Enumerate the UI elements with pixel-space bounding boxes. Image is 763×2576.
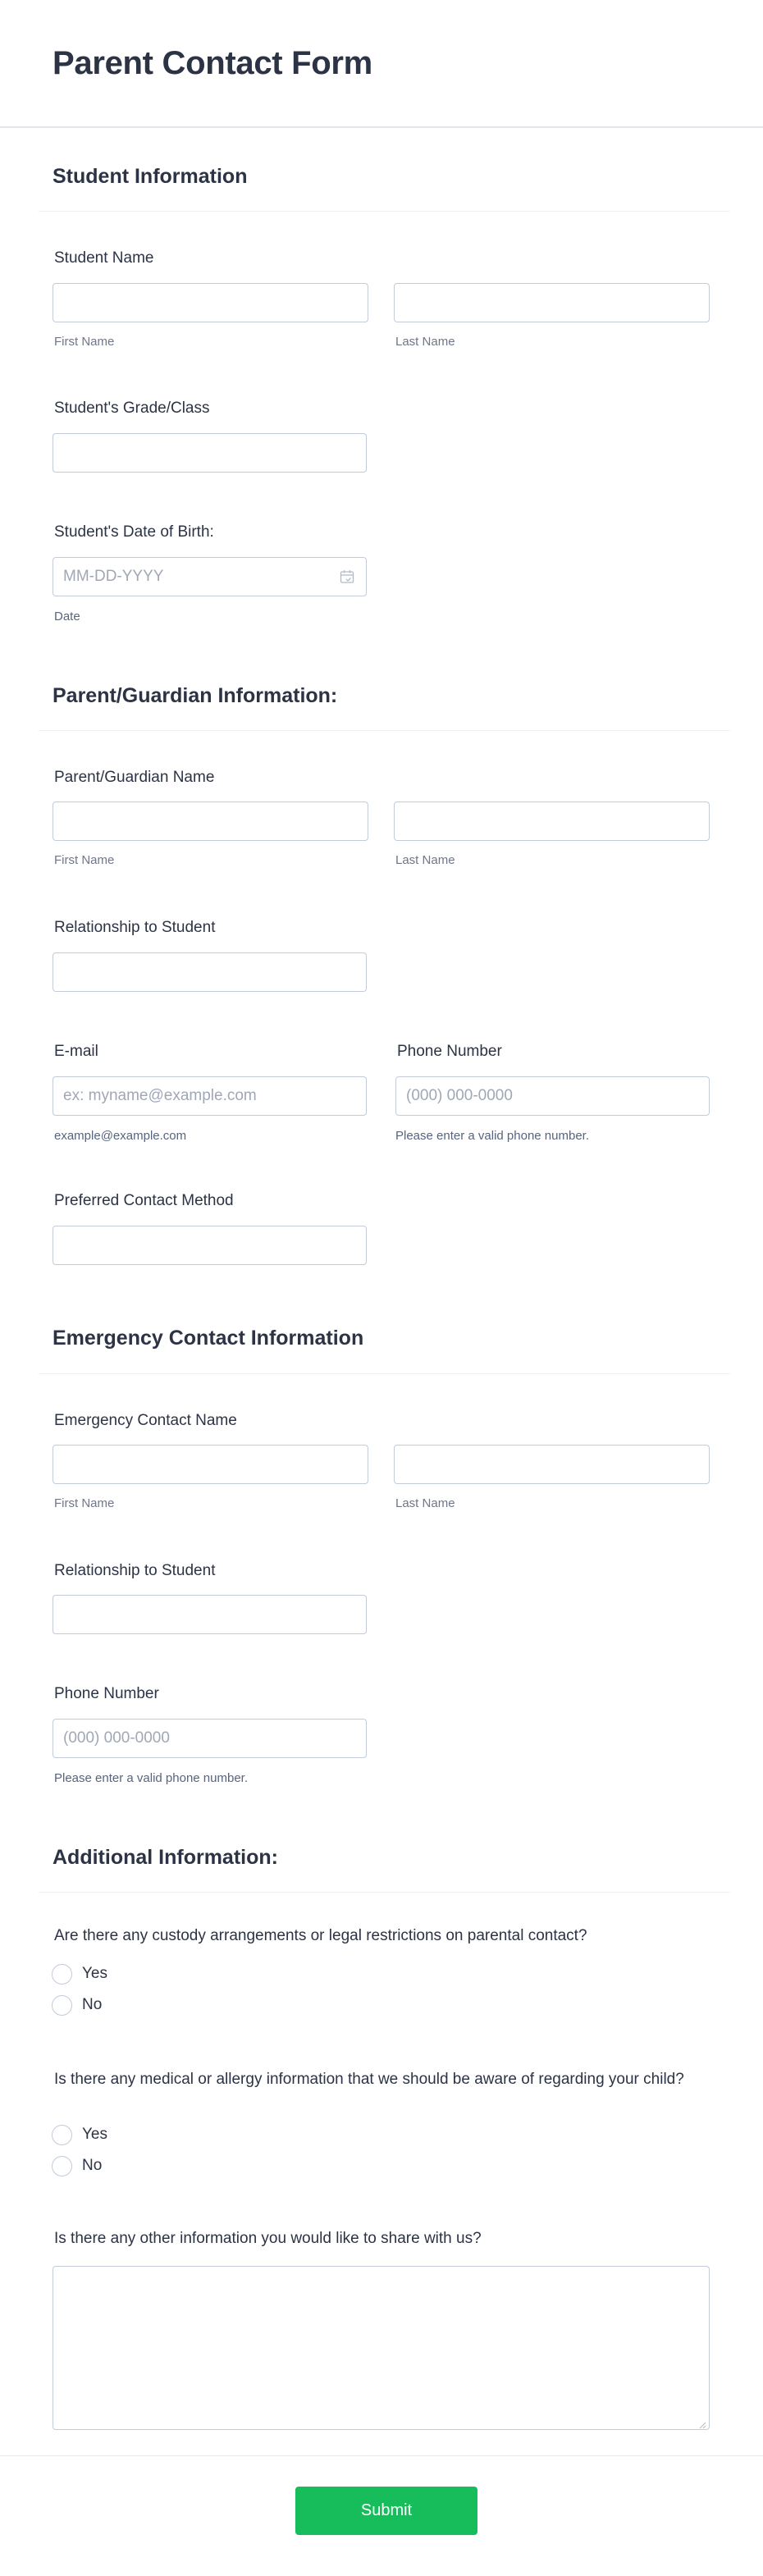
resize-handle-icon[interactable] — [698, 2418, 706, 2427]
section-title-parent: Parent/Guardian Information: — [53, 684, 338, 707]
parent-relationship-input[interactable] — [53, 952, 367, 992]
section-title-additional: Additional Information: — [53, 1846, 278, 1869]
parent-last-name-input[interactable] — [394, 802, 710, 841]
phone-sublabel: Please enter a valid phone number. — [395, 1129, 589, 1143]
radio-button[interactable] — [52, 1995, 72, 2016]
parent-last-name-sublabel: Last Name — [395, 853, 455, 867]
email-sublabel: example@example.com — [54, 1129, 187, 1143]
student-first-name-input[interactable] — [53, 283, 368, 322]
medical-option-yes[interactable] — [52, 2124, 107, 2145]
emergency-last-name-sublabel: Last Name — [395, 1496, 455, 1510]
emergency-phone-label: Phone Number — [54, 1685, 159, 1702]
dob-input[interactable] — [53, 557, 367, 596]
radio-label: No — [82, 2157, 103, 2174]
section-divider — [39, 211, 730, 212]
preferred-contact-input[interactable] — [53, 1226, 367, 1265]
form-title: Parent Contact Form — [53, 45, 372, 81]
footer-divider — [0, 2455, 763, 2456]
submit-button[interactable]: Submit — [295, 2487, 477, 2535]
radio-label: No — [82, 1996, 103, 2013]
parent-relationship-label: Relationship to Student — [54, 919, 216, 936]
preferred-contact-label: Preferred Contact Method — [54, 1192, 234, 1209]
medical-question: Is there any medical or allergy information that we should be aware of regarding your child? — [54, 2071, 684, 2088]
custody-option-no[interactable] — [52, 1994, 102, 2016]
calendar-icon[interactable] — [339, 569, 355, 585]
emergency-last-name-input[interactable] — [394, 1445, 710, 1484]
radio-label: Yes — [82, 2126, 107, 2143]
email-label: E-mail — [54, 1043, 98, 1060]
radio-button[interactable] — [52, 2156, 72, 2176]
header-divider — [0, 126, 763, 128]
grade-input[interactable] — [53, 433, 367, 473]
parent-first-name-input[interactable] — [53, 802, 368, 841]
emergency-phone-sublabel: Please enter a valid phone number. — [54, 1771, 248, 1785]
student-name-label: Student Name — [54, 249, 154, 267]
emergency-relationship-input[interactable] — [53, 1595, 367, 1634]
custody-question: Are there any custody arrangements or legal restrictions on parental contact? — [54, 1927, 587, 1944]
student-last-name-input[interactable] — [394, 283, 710, 322]
emergency-name-label: Emergency Contact Name — [54, 1412, 237, 1429]
grade-label: Student's Grade/Class — [54, 400, 210, 417]
section-divider — [39, 730, 730, 731]
other-info-question: Is there any other information you would like to share with us? — [54, 2230, 482, 2247]
medical-option-no[interactable] — [52, 2155, 102, 2176]
student-first-name-sublabel: First Name — [54, 335, 115, 349]
parent-first-name-sublabel: First Name — [54, 853, 115, 867]
dob-field — [53, 557, 367, 596]
dob-label: Student's Date of Birth: — [54, 523, 214, 541]
emergency-first-name-sublabel: First Name — [54, 1496, 115, 1510]
emergency-first-name-input[interactable] — [53, 1445, 368, 1484]
section-divider — [39, 1892, 730, 1893]
section-divider — [39, 1373, 730, 1374]
phone-input[interactable] — [395, 1076, 710, 1116]
dob-sublabel: Date — [54, 610, 80, 623]
email-input[interactable] — [53, 1076, 367, 1116]
radio-button[interactable] — [52, 1964, 72, 1985]
custody-option-yes[interactable] — [52, 1963, 107, 1985]
emergency-phone-input[interactable] — [53, 1719, 367, 1758]
section-title-emergency: Emergency Contact Information — [53, 1327, 364, 1350]
radio-label: Yes — [82, 1965, 107, 1982]
other-info-textarea[interactable] — [53, 2266, 710, 2430]
emergency-relationship-label: Relationship to Student — [54, 1562, 216, 1579]
parent-name-label: Parent/Guardian Name — [54, 769, 215, 786]
section-title-student: Student Information — [53, 165, 248, 188]
student-last-name-sublabel: Last Name — [395, 335, 455, 349]
radio-button[interactable] — [52, 2125, 72, 2145]
phone-label: Phone Number — [397, 1043, 502, 1060]
